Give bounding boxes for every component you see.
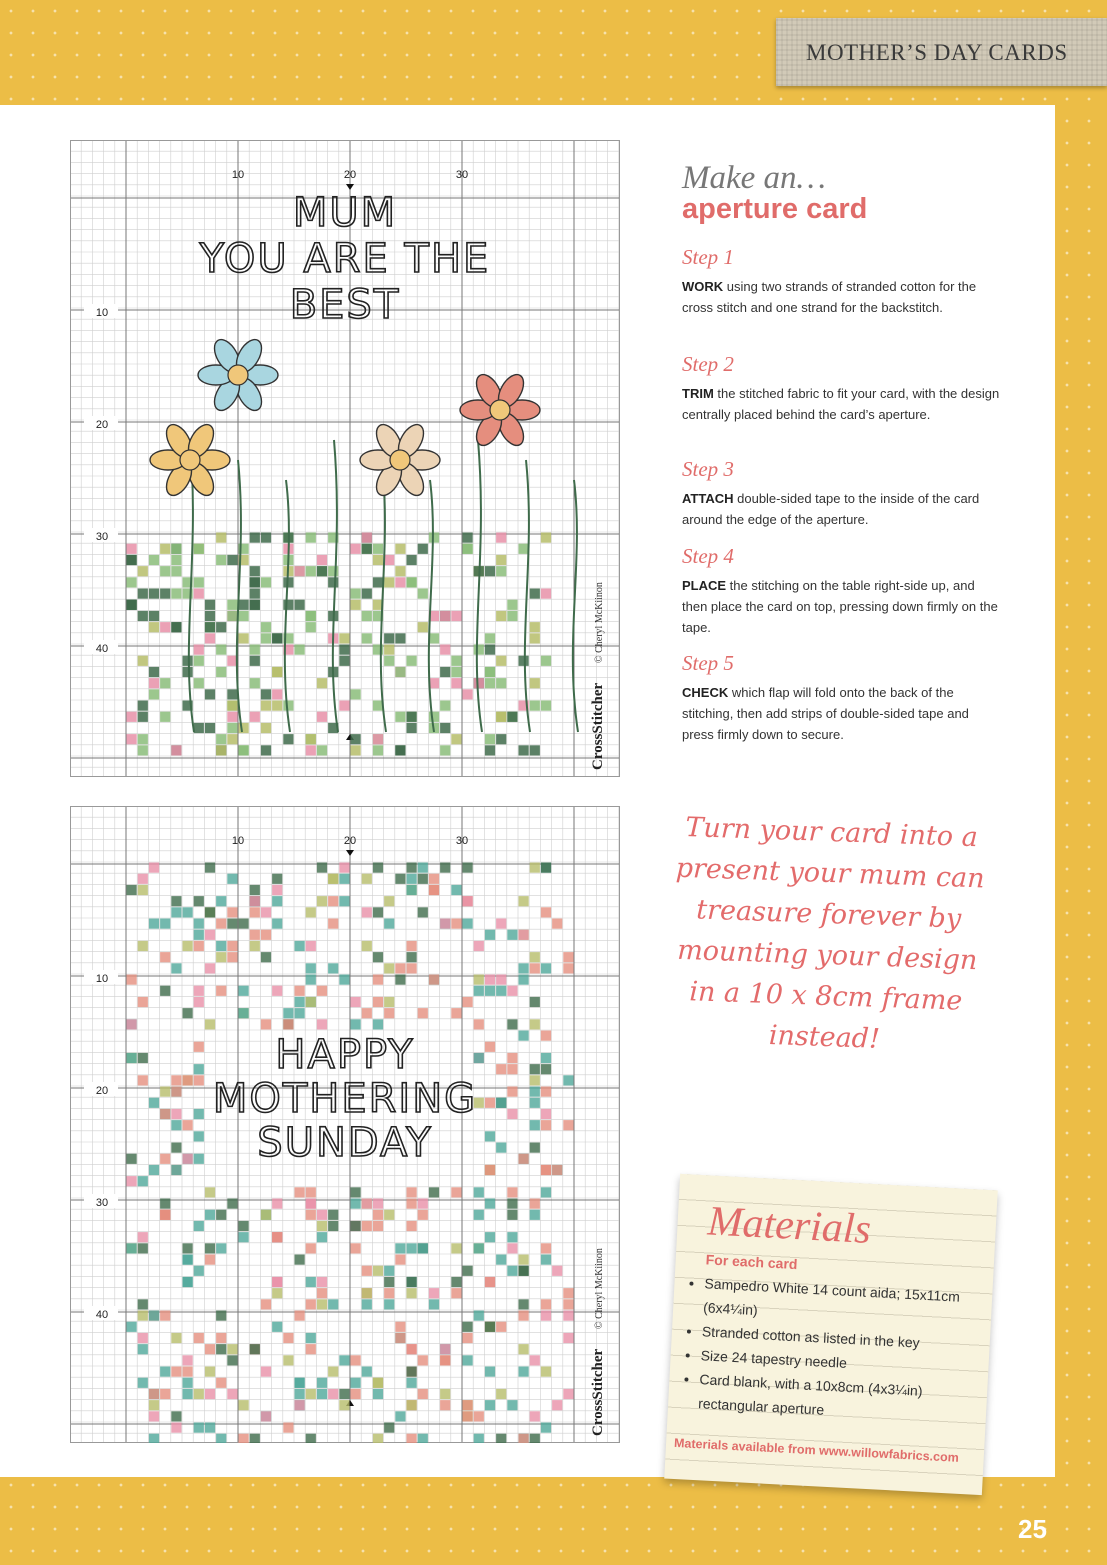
page-number: 25 <box>1018 1514 1047 1544</box>
tip-text: Turn your card into a present your mum can treasure forever by mounting your design in a 10 x 8cm frame instead! <box>675 811 986 1055</box>
step-text: TRIM the stitched fabric to fit your card, with the design centrally placed behind the card’s aperture. <box>682 386 1000 422</box>
list-item: • Sampedro White 14 count aida; 15x11cm (6x4¼in) <box>703 1271 985 1334</box>
list-item: • Stranded cotton as listed in the key <box>701 1319 982 1358</box>
stitched-text-line: YOU ARE THE <box>199 236 491 282</box>
row-label: 20 <box>95 1085 109 1097</box>
column-label: 30 <box>455 835 469 847</box>
stitched-text-line: MOTHERING <box>212 1076 478 1122</box>
stitched-text <box>213 1032 477 1166</box>
chart-mothering-sunday <box>70 806 620 1443</box>
section-label <box>776 18 1107 86</box>
row-label: 30 <box>95 531 109 543</box>
step-label: Step 4 <box>682 544 734 568</box>
chart-credit: © Cheryl McKiinon <box>594 582 605 663</box>
step-text: ATTACH double-sided tape to the inside of the card around the edge of the aperture. <box>682 491 980 527</box>
step-3 <box>682 457 1002 530</box>
step-1 <box>682 245 1002 318</box>
list-item: • Card blank, with a 10x8cm (4x3¼in) rectangular aperture <box>698 1367 980 1430</box>
stitch-pattern <box>127 335 579 755</box>
materials-heading: Materials <box>706 1198 873 1253</box>
step-text: CHECK which flap will fold onto the back of the stitching, then add strips of double-sided tape and press firmly down to secure. <box>682 685 969 742</box>
column-label: 20 <box>343 835 357 847</box>
row-label: 30 <box>95 1197 109 1209</box>
materials-card <box>664 1174 998 1495</box>
stitched-text-line: MUM <box>292 190 398 236</box>
chart-credit: © Cheryl McKiinon <box>594 1248 605 1329</box>
chart-grid <box>70 806 620 1443</box>
step-4 <box>682 544 1002 638</box>
row-label: 40 <box>95 1309 109 1321</box>
stitched-text-line: HAPPY <box>275 1032 415 1078</box>
list-item: • Size 24 tapestry needle <box>700 1343 981 1382</box>
row-label: 10 <box>95 973 109 985</box>
column-label: 20 <box>343 169 357 181</box>
materials-subheading: For each card <box>705 1251 798 1273</box>
step-label: Step 5 <box>682 651 734 675</box>
chart-grid <box>70 140 620 777</box>
row-label: 10 <box>95 307 109 319</box>
materials-source: Materials available from www.willowfabrics.com <box>673 1435 960 1465</box>
center-arrow <box>346 850 354 856</box>
column-label: 10 <box>231 835 245 847</box>
chart-mum-best <box>70 140 620 777</box>
step-5 <box>682 651 1002 745</box>
step-text: WORK using two strands of stranded cotton for the cross stitch and one strand for the backstitch. <box>682 279 977 315</box>
step-text: PLACE the stitching on the table right-side up, and then place the card on top, pressing down firmly on the tape. <box>682 578 998 635</box>
intro-kicker: Make an… <box>682 160 826 196</box>
step-label: Step 1 <box>682 245 734 269</box>
step-label: Step 3 <box>682 457 734 481</box>
column-label: 30 <box>455 169 469 181</box>
section-title: MOTHER’S DAY CARDS <box>806 40 1068 65</box>
stitched-text-line: BEST <box>289 282 401 328</box>
row-label: 20 <box>95 419 109 431</box>
stitched-text-line: SUNDAY <box>257 1120 433 1166</box>
step-2 <box>682 352 1002 425</box>
materials-list <box>686 1271 985 1430</box>
column-label: 10 <box>231 169 245 181</box>
row-label: 40 <box>95 643 109 655</box>
step-label: Step 2 <box>682 352 734 376</box>
intro-title: aperture card <box>682 193 868 225</box>
stitched-text <box>199 190 491 328</box>
brand-logo: CrossStitcher <box>590 1348 606 1436</box>
brand-logo: CrossStitcher <box>590 682 606 770</box>
